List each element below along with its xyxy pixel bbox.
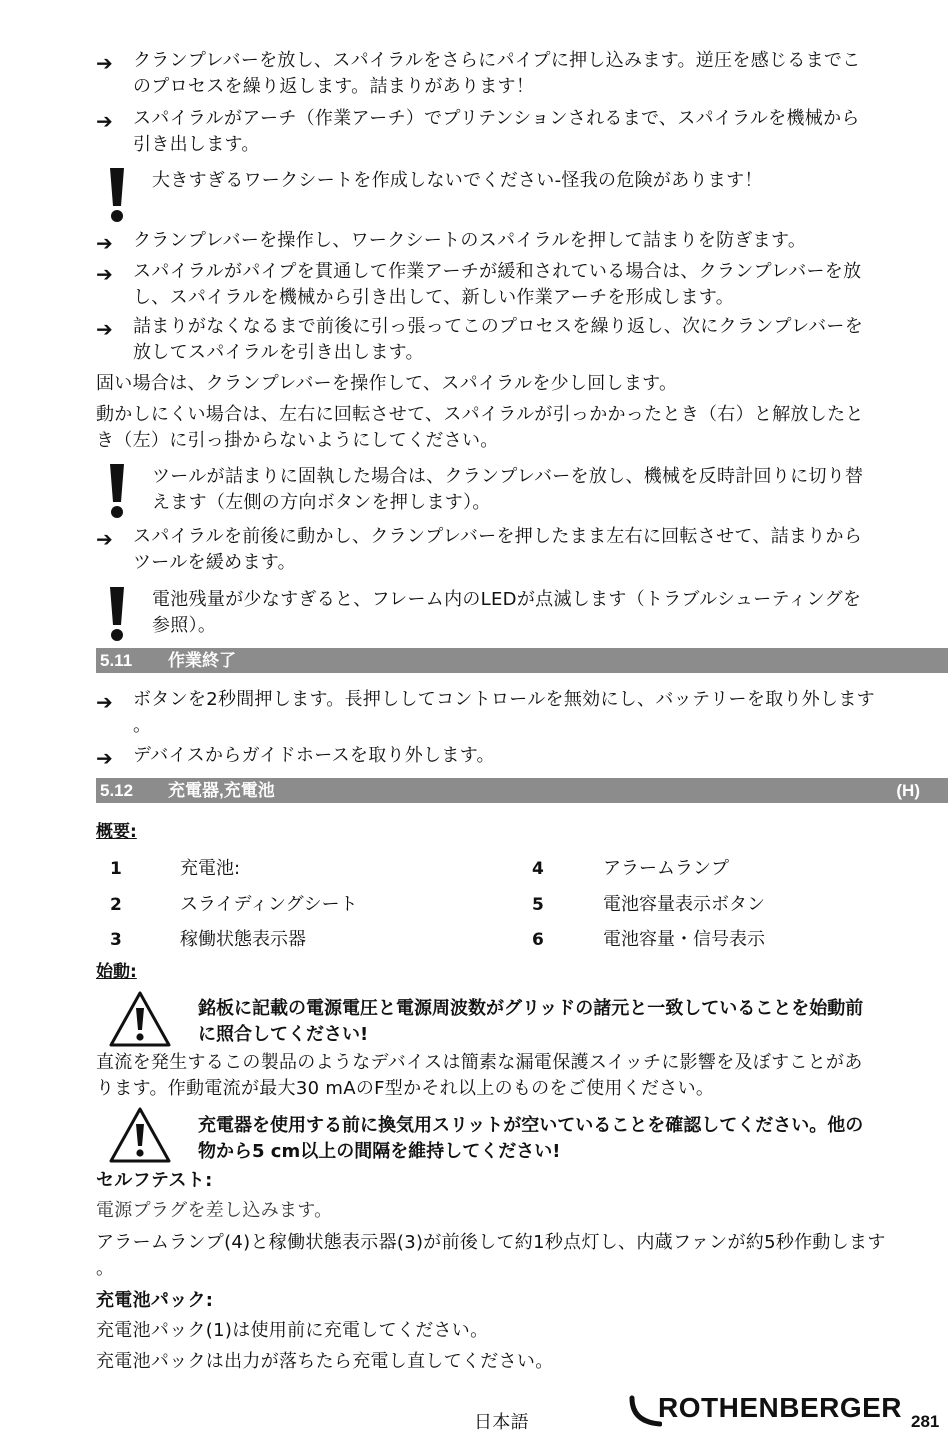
exclamation-icon — [106, 585, 128, 641]
section-header-5-12 — [96, 778, 948, 803]
bullet-text: 詰まりがなくなるまで前後に引っ張ってこのプロセスを繰り返し、次にクランプレバーを — [133, 316, 864, 337]
legend-label: スライディングシート — [180, 894, 358, 915]
legend-number: 2 — [110, 895, 122, 915]
legend-label: アラームランプ — [603, 858, 729, 879]
bullet-text: 放してスパイラルを引き出します。 — [133, 342, 424, 363]
warning-triangle-icon — [108, 990, 172, 1048]
bullet-text: ツールを緩めます。 — [133, 552, 296, 573]
notice-text: えます（左側の方向ボタンを押します）。 — [152, 492, 491, 513]
footer-language: 日本語 — [474, 1412, 529, 1433]
legend-number: 3 — [110, 930, 122, 950]
paragraph: 動かしにくい場合は、左右に回転させて、スパイラルが引っかかったとき（右）と解放したと — [96, 404, 864, 425]
legend-number: 6 — [532, 930, 544, 950]
arrow-icon: ➔ — [96, 262, 113, 286]
warning-text: 充電器を使用する前に換気用スリットが空いていることを確認してください。他の — [198, 1115, 864, 1136]
arrow-icon: ➔ — [96, 527, 113, 551]
warning-triangle-icon — [108, 1106, 172, 1164]
exclamation-icon — [106, 166, 128, 222]
warning-text: に照合してください! — [198, 1024, 369, 1045]
arrow-icon: ➔ — [96, 317, 113, 341]
paragraph: 。 — [96, 1258, 115, 1279]
bullet-text: クランプレバーを放し、スパイラルをさらにパイプに押し込みます。逆圧を感じるまでこ — [133, 50, 861, 71]
arrow-icon: ➔ — [96, 109, 113, 133]
bullet-text: 引き出します。 — [133, 134, 260, 155]
bullet-text: スパイラルを前後に動かし、クランプレバーを押したまま左右に回転させて、詰まりから — [133, 526, 863, 547]
arrow-icon: ➔ — [96, 51, 113, 75]
notice-text: 大きすぎるワークシートを作成しないでください-怪我の危険があります！ — [152, 170, 763, 191]
section-tag: (H) — [896, 781, 920, 800]
brand-swoosh-icon — [626, 1394, 662, 1430]
notice-text: 電池残量が少なすぎると、フレーム内のLEDが点滅します（トラブルシューティングを — [152, 589, 862, 610]
bullet-text: し、スパイラルを機械から引き出して、新しい作業アーチを形成します。 — [133, 287, 735, 308]
notice-text: 参照）。 — [152, 615, 217, 636]
paragraph: 充電池パックは出力が落ちたら充電し直してください。 — [96, 1351, 554, 1372]
section-number: 5.11 — [100, 651, 133, 670]
legend-number: 1 — [110, 859, 122, 879]
warning-text: 銘板に記載の電源電圧と電源周波数がグリッドの諸元と一致していることを始動前 — [198, 998, 864, 1019]
notice-text: ツールが詰まりに固執した場合は、クランプレバーを放し、機械を反時計回りに切り替 — [152, 466, 864, 487]
bullet-text: デバイスからガイドホースを取り外します。 — [133, 745, 495, 766]
legend-number: 5 — [532, 895, 544, 915]
legend-label: 電池容量表示ボタン — [603, 894, 765, 915]
paragraph: 充電池パック(1)は使用前に充電してください。 — [96, 1320, 489, 1341]
bullet-text: 。 — [133, 715, 152, 736]
bullet-text: スパイラルがパイプを貫通して作業アーチが緩和されている場合は、クランプレバーを放 — [133, 261, 862, 282]
section-header-5-11 — [96, 648, 948, 673]
paragraph: 電源プラグを差し込みます。 — [96, 1200, 333, 1221]
paragraph: き（左）に引っ掛からないようにしてください。 — [96, 430, 499, 451]
arrow-icon: ➔ — [96, 690, 113, 714]
bullet-text: ボタンを2秒間押します。長押ししてコントロールを無効にし、バッテリーを取り外します — [133, 689, 875, 710]
paragraph: 直流を発生するこの製品のようなデバイスは簡素な漏電保護スイッチに影響を及ぼすことがあ — [96, 1052, 863, 1073]
warning-text: 物から5 cm以上の間隔を維持してください! — [198, 1141, 561, 1162]
bullet-text: のプロセスを繰り返します。詰まりがあります！ — [133, 76, 535, 97]
bullet-text: クランプレバーを操作し、ワークシートのスパイラルを押して詰まりを防ぎます。 — [133, 230, 807, 251]
legend-label: 稼働状態表示器 — [180, 929, 306, 950]
overview-heading: 概要: — [96, 822, 137, 842]
legend-label: 電池容量・信号表示 — [603, 929, 765, 950]
section-title: 作業終了 — [168, 651, 236, 670]
legend-label: 充電池: — [180, 858, 241, 879]
section-title: 充電器,充電池 — [168, 781, 275, 800]
startup-heading: 始動: — [96, 962, 137, 982]
arrow-icon: ➔ — [96, 746, 113, 770]
exclamation-icon — [106, 462, 128, 518]
section-number: 5.12 — [100, 781, 134, 800]
selftest-heading: セルフテスト: — [96, 1170, 213, 1191]
pack-heading: 充電池パック: — [96, 1290, 214, 1311]
page-number: 281 — [911, 1412, 940, 1431]
arrow-icon: ➔ — [96, 231, 113, 255]
paragraph: アラームランプ(4)と稼働状態表示器(3)が前後して約1秒点灯し、内蔵ファンが約5秒作動します — [96, 1232, 886, 1253]
paragraph: 固い場合は、クランプレバーを操作して、スパイラルを少し回します。 — [96, 373, 678, 394]
bullet-text: スパイラルがアーチ（作業アーチ）でプリテンションされるまで、スパイラルを機械から — [133, 108, 860, 129]
brand-logo: ROTHENBERGER — [658, 1392, 903, 1423]
legend-number: 4 — [532, 859, 544, 879]
paragraph: ります。作動電流が最大30 mAのF型かそれ以上のものをご使用ください。 — [96, 1078, 715, 1099]
